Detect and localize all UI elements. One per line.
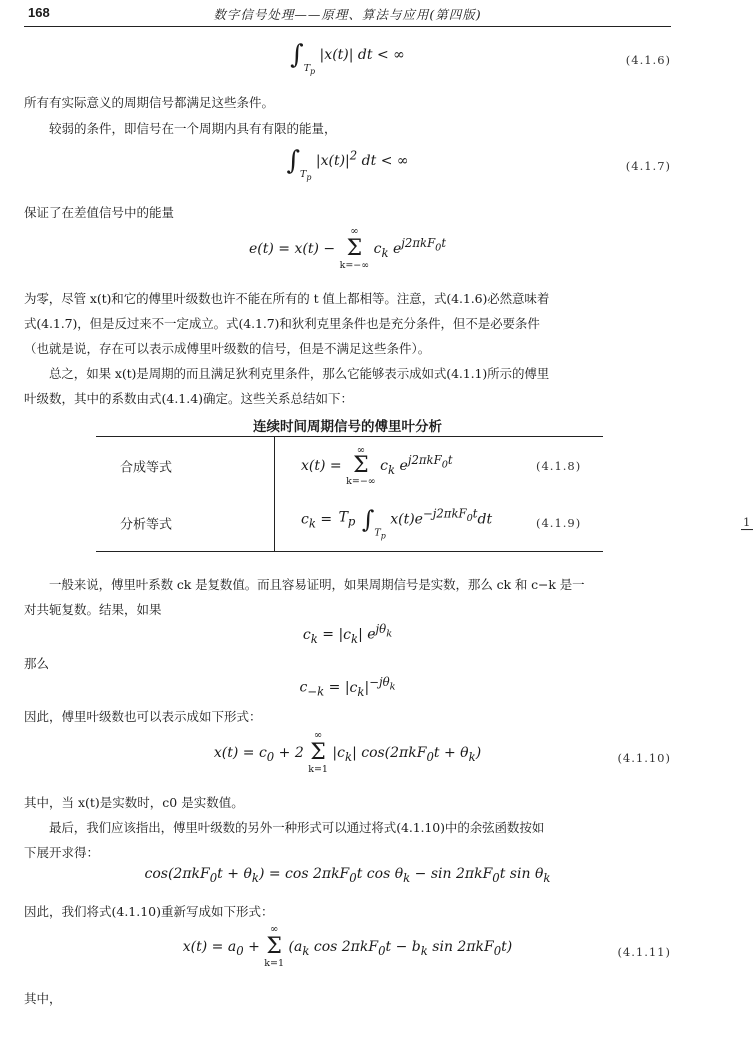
equation-cmk-polar: $c_{-k} = |c_k|^{-j\theta_k}$ xyxy=(299,675,396,699)
synthesis-formula: x(t) = ∞ Σ k=−∞ $c_k$ $e^{j2\pi kF_0t}$ xyxy=(301,444,453,487)
paragraph: （也就是说，存在可以表示成傅里叶级数的信号，但是不满足这些条件）。 xyxy=(24,341,431,356)
equation-4-1-10: $x(t) = c_0 + 2$ ∞ Σ k=1 $|c_k|$ $\cos(2\pi kF_0t + \theta_k)$ (4.1.10) xyxy=(213,730,671,775)
paragraph: 一般来说，傅里叶系数 ck 是复数值。而且容易证明，如果周期信号是实数，那么 ck 和 c−k 是一 xyxy=(49,577,585,592)
paragraph: 其中，当 x(t)是实数时，c0 是实数值。 xyxy=(24,795,244,810)
summary-table xyxy=(96,436,752,552)
running-title: 数字信号处理——原理、算法与应用(第四版) xyxy=(213,7,482,22)
table-row xyxy=(96,494,752,551)
equation-4-1-6 xyxy=(24,40,671,80)
paragraph: 为零，尽管 x(t)和它的傅里叶级数也许不能在所有的 t 值上都相等。注意，式(4.1.6)必然意味着 xyxy=(24,291,550,306)
equation-number: (4.1.11) xyxy=(617,945,671,959)
paragraph: 叶级数，其中的系数由式(4.1.4)确定。这些关系总结如下： xyxy=(24,391,354,406)
equation-number: (4.1.6) xyxy=(625,53,671,67)
paragraph: 其中， xyxy=(24,991,62,1006)
paragraph: 下展开求得： xyxy=(24,845,100,860)
equation-cos-expansion: $\cos(2\pi kF_0t + \theta_k) = \cos 2\pi kF_0t$ $\cos \theta_k - \sin 2\pi kF_0t$ $\sin \theta_k$ xyxy=(144,866,551,885)
analysis-formula: $c_k$ = 1 $T_p$ $\int_{T_p}$ $x(t)e^{-j2\pi kF_0t}dt$ xyxy=(301,505,752,540)
equation-ck-polar: $c_k = |c_k|$ $e^{j\theta_k}$ xyxy=(302,622,393,646)
equation-number: (4.1.8) xyxy=(536,458,582,473)
paragraph: 保证了在差值信号中的能量 xyxy=(24,205,175,220)
paragraph: 所有有实际意义的周期信号都满足这些条件。 xyxy=(24,95,275,110)
paragraph: 因此，我们将式(4.1.10)重新写成如下形式： xyxy=(24,904,274,919)
equation-number: (4.1.9) xyxy=(536,515,582,530)
table-row xyxy=(96,437,603,494)
page-header xyxy=(24,2,671,27)
paragraph: 式(4.1.7)，但是反过来不一定成立。式(4.1.7)和狄利克里条件也是充分条件，但不是必要条件 xyxy=(24,316,540,331)
equation-4-1-7 xyxy=(24,146,671,186)
paragraph: 较弱的条件，即信号在一个周期内具有有限的能量， xyxy=(49,121,337,136)
equation-number: (4.1.10) xyxy=(617,751,671,765)
paragraph: 那么 xyxy=(24,656,50,671)
row-label: 分析等式 xyxy=(120,517,173,532)
equation-error-signal xyxy=(24,226,671,278)
equation-number: (4.1.7) xyxy=(625,159,671,173)
paragraph: 对共轭复数。结果，如果 xyxy=(24,602,162,617)
row-label: 合成等式 xyxy=(120,460,173,475)
equation-4-1-6-formula: $\int_{T_p}$ |x(t)| dt < ∞ xyxy=(290,40,405,76)
paragraph: 因此，傅里叶级数也可以表示成如下形式： xyxy=(24,709,262,724)
paragraph: 总之，如果 x(t)是周期的而且满足狄利克里条件，那么它能够表示成如式(4.1.1)所示的傅里 xyxy=(49,366,550,381)
equation-4-1-7-formula: $\int_{T_p}$ $|x(t)|^2$ dt < ∞ xyxy=(286,146,409,182)
page-number: 168 xyxy=(28,5,50,20)
paragraph: 最后，我们应该指出，傅里叶级数的另外一种形式可以通过将式(4.1.10)中的余弦函数按如 xyxy=(49,820,545,835)
table-caption: 连续时间周期信号的傅里叶分析 xyxy=(253,419,442,434)
equation-error-formula: e(t) = x(t) − ∞ Σ k=−∞ $c_k$ $e^{j2\pi kF_0t}$ xyxy=(248,226,447,271)
equation-4-1-11: $x(t) = a_0$ + ∞ Σ k=1 ($a_k$ $\cos 2\pi kF_0t - b_k$ sin 2πkF$_0$t) (4.1.11) xyxy=(182,924,671,969)
